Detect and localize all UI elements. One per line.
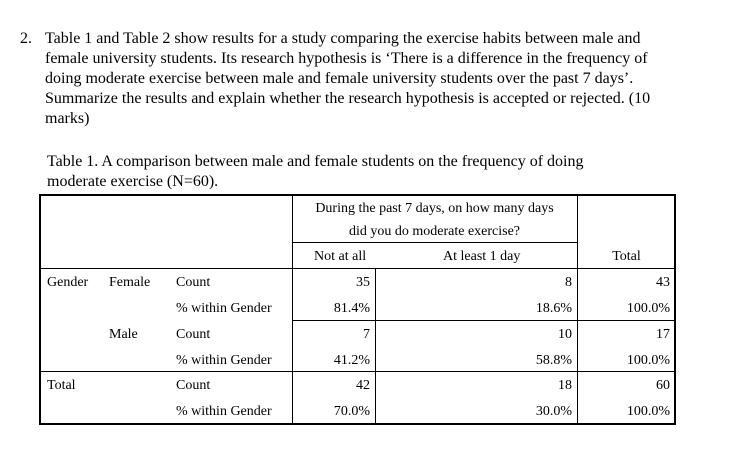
header-not-at-all: Not at all xyxy=(314,249,367,264)
row-measure: % within Gender xyxy=(176,301,272,316)
cell-value: 41.2% xyxy=(333,353,370,368)
row-measure: Count xyxy=(176,275,211,290)
cell-value: 42 xyxy=(356,378,370,393)
question-line: Table 1 and Table 2 show results for a study comparing the exercise habits between male and xyxy=(45,30,641,47)
question-line: female university students. Its research hypothesis is ‘There is a difference in the frequency of xyxy=(45,50,648,67)
cell-value: 100.0% xyxy=(626,301,670,316)
cell-value: 60 xyxy=(656,378,670,393)
question-line: Summarize the results and explain whether the research hypothesis is accepted or rejected. (10 xyxy=(45,90,651,107)
row-measure: Count xyxy=(176,327,211,342)
row-label-gender: Gender xyxy=(47,275,89,290)
cell-value: 18 xyxy=(558,378,572,393)
cell-value: 17 xyxy=(656,327,670,342)
cell-value: 58.8% xyxy=(535,353,572,368)
header-group-line: did you do moderate exercise? xyxy=(348,224,521,239)
cell-value: 100.0% xyxy=(626,353,670,368)
question-line: marks) xyxy=(45,110,90,127)
table-rule xyxy=(292,320,676,321)
cell-value: 10 xyxy=(558,327,572,342)
table-rule xyxy=(375,268,376,423)
table-rule xyxy=(39,371,676,372)
cell-value: 8 xyxy=(565,275,572,290)
cell-value: 18.6% xyxy=(535,301,572,316)
question-number: 2. xyxy=(20,30,32,47)
cell-value: 43 xyxy=(656,275,670,290)
row-measure: % within Gender xyxy=(176,353,272,368)
table-caption-line: Table 1. A comparison between male and female students on the frequency of doing xyxy=(47,153,584,170)
table-rule xyxy=(292,242,577,243)
header-total: Total xyxy=(612,249,641,264)
row-measure: % within Gender xyxy=(176,404,272,419)
row-label-total: Total xyxy=(47,378,76,393)
row-label-male: Male xyxy=(109,327,138,342)
cell-value: 70.0% xyxy=(333,404,370,419)
table-caption-line: moderate exercise (N=60). xyxy=(47,173,219,190)
table-rule xyxy=(39,268,676,269)
row-measure: Count xyxy=(176,378,211,393)
cell-value: 7 xyxy=(363,327,370,342)
question-line: doing moderate exercise between male and female university students over the past 7 days’. xyxy=(45,70,634,87)
cell-value: 100.0% xyxy=(626,404,670,419)
cell-value: 30.0% xyxy=(535,404,572,419)
header-group-line: During the past 7 days, on how many days xyxy=(315,201,554,216)
row-label-female: Female xyxy=(109,275,151,290)
cell-value: 81.4% xyxy=(333,301,370,316)
crosstab-table xyxy=(39,194,676,425)
cell-value: 35 xyxy=(356,275,370,290)
header-at-least-1-day: At least 1 day xyxy=(443,249,521,264)
